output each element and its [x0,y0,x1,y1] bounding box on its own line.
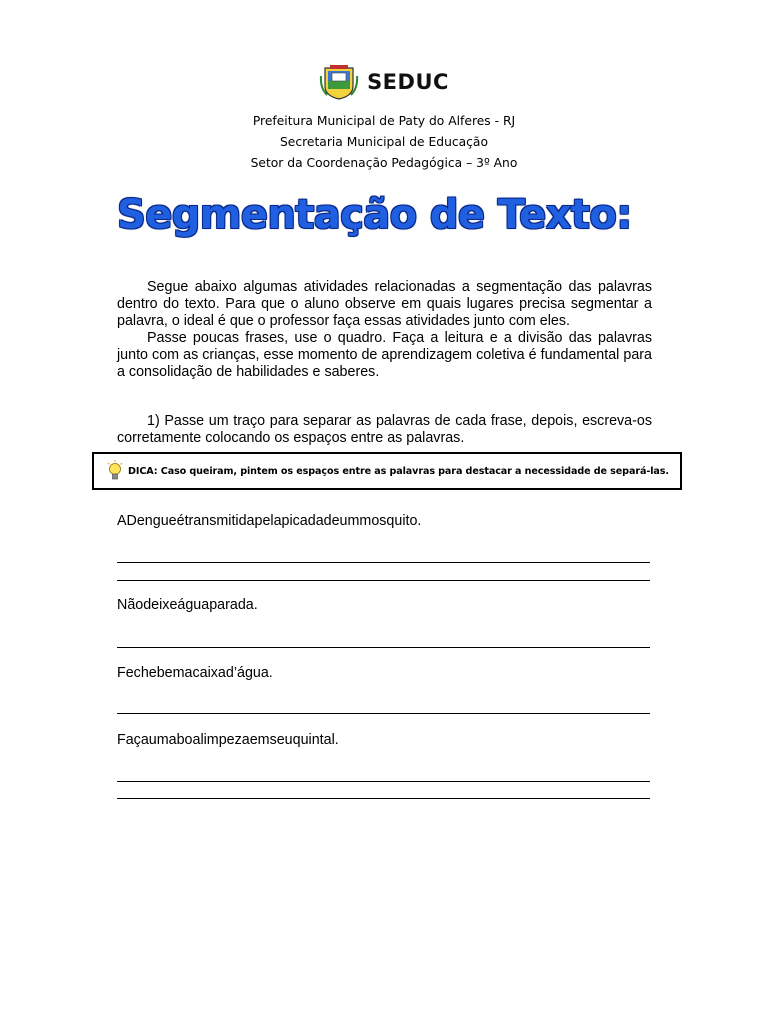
answer-line[interactable] [117,713,650,714]
prefecture-line: Prefeitura Municipal de Paty do Alferes - RJ [252,114,516,128]
exercise-sentence-4: Façaumaboalimpezaemseuquintal. [117,732,339,748]
secretariat-line: Secretaria Municipal de Educação [280,135,488,149]
tip-box [92,452,682,490]
intro-paragraph-2: Passe poucas frases, use o quadro. Faça a leitura e a divisão das palavras junto com as crianças, esse momento de aprendizagem coletiva é fundamental para a consolidação de habilidades e saberes. [117,330,652,380]
exercise-sentence-1: ADengueétransmitidapelapicadadeummosquito. [117,513,422,529]
lightbulb-icon [106,460,124,482]
intro-text [117,279,652,381]
header-logo [0,64,768,100]
page-title: Segmentação de Texto: [117,192,632,238]
exercise-sentence-2: Nãodeixeáguaparada. [117,597,258,613]
tip-text: DICA: Caso queiram, pintem os espaços entre as palavras para destacar a necessidade de separá-las. [128,465,669,477]
answer-line[interactable] [117,562,650,563]
task-instruction: 1) Passe um traço para separar as palavras de cada frase, depois, escreva-os corretamente colocando os espaços entre as palavras. [117,413,652,446]
answer-line[interactable] [117,798,650,799]
sector-line: Setor da Coordenação Pedagógica – 3º Ano [250,156,518,170]
answer-line[interactable] [117,781,650,782]
exercise-sentence-3: Fechebemacaixad’água. [117,665,273,681]
header-institution [0,111,768,174]
municipal-crest-icon [319,64,359,100]
seduc-logo-text: SEDUC [367,70,449,94]
answer-line[interactable] [117,580,650,581]
intro-paragraph-1: Segue abaixo algumas atividades relacionadas a segmentação das palavras dentro do texto. Para que o aluno observe em quais lugares precisa segmentar a palavra, o ideal é que o professor faça essas atividades junto com eles. [117,279,652,329]
answer-line[interactable] [117,647,650,648]
